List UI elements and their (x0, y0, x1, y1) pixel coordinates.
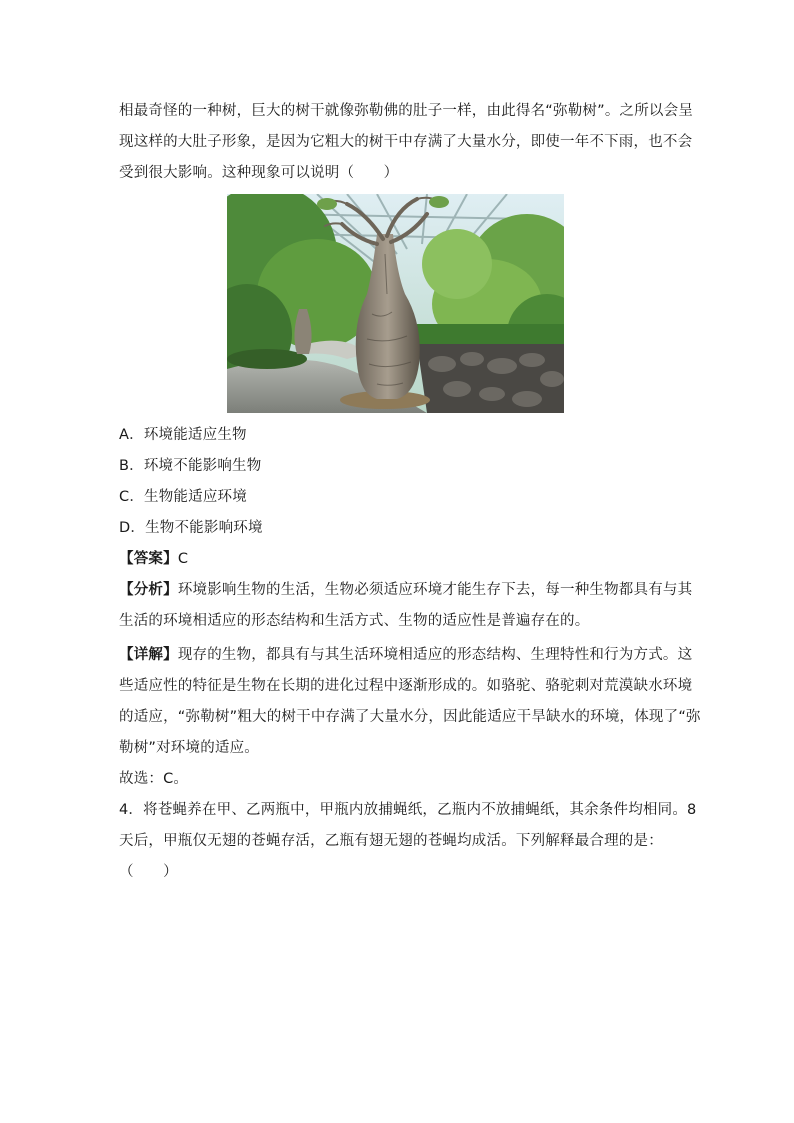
detail-line-4: 勒树”对环境的适应。 (119, 740, 260, 756)
analysis-label: 【分析】 (119, 582, 178, 598)
q4-stem-line-3: （ ） (119, 864, 178, 880)
analysis-line-2: 生活的环境相适应的形态结构和生活方式、生物的适应性是普遍存在的。 (119, 613, 590, 629)
option-d: D．生物不能影响环境 (119, 520, 263, 536)
bottle-tree-photo (227, 194, 564, 413)
detail-line-2: 些适应性的特征是生物在长期的进化过程中逐渐形成的。如骆驼、骆驼刺对荒漠缺水环境 (119, 678, 693, 694)
q3-stem-line-1: 相最奇怪的一种树，巨大的树干就像弥勒佛的肚子一样，由此得名“弥勒树”。之所以会呈 (119, 103, 694, 119)
q4-stem-line-2: 天后，甲瓶仅无翅的苍蝇存活，乙瓶有翅无翅的苍蝇均成活。下列解释最合理的是： (119, 833, 663, 849)
answer-line (119, 549, 188, 569)
q3-stem-line-3: 受到很大影响。这种现象可以说明（ ） (119, 165, 399, 181)
detail-line-3: 的适应，“弥勒树”粗大的树干中存满了大量水分，因此能适应干旱缺水的环境，体现了“弥 (119, 709, 701, 725)
option-b: B．环境不能影响生物 (119, 458, 262, 474)
q3-stem-line-2: 现这样的大肚子形象，是因为它粗大的树干中存满了大量水分，即使一年不下雨，也不会 (119, 134, 693, 150)
detail-text-1: 现存的生物，都具有与其生活环境相适应的形态结构、生理特性和行为方式。这 (177, 647, 693, 663)
analysis-text-1: 环境影响生物的生活，生物必须适应环境才能生存下去，每一种生物都具有与其 (177, 582, 693, 598)
answer-value: C (177, 551, 189, 567)
detail-label: 【详解】 (119, 647, 178, 663)
answer-label: 【答案】 (119, 551, 178, 567)
detail-line-1 (119, 645, 692, 665)
option-c: C．生物能适应环境 (119, 489, 247, 505)
option-a: A．环境能适应生物 (119, 427, 247, 443)
analysis-line-1 (119, 580, 692, 600)
q4-stem-line-1: 4．将苍蝇养在甲、乙两瓶中，甲瓶内放捕蝇纸，乙瓶内不放捕蝇纸，其余条件均相同。8 (119, 802, 697, 818)
conclusion-line: 故选：C。 (119, 771, 189, 787)
